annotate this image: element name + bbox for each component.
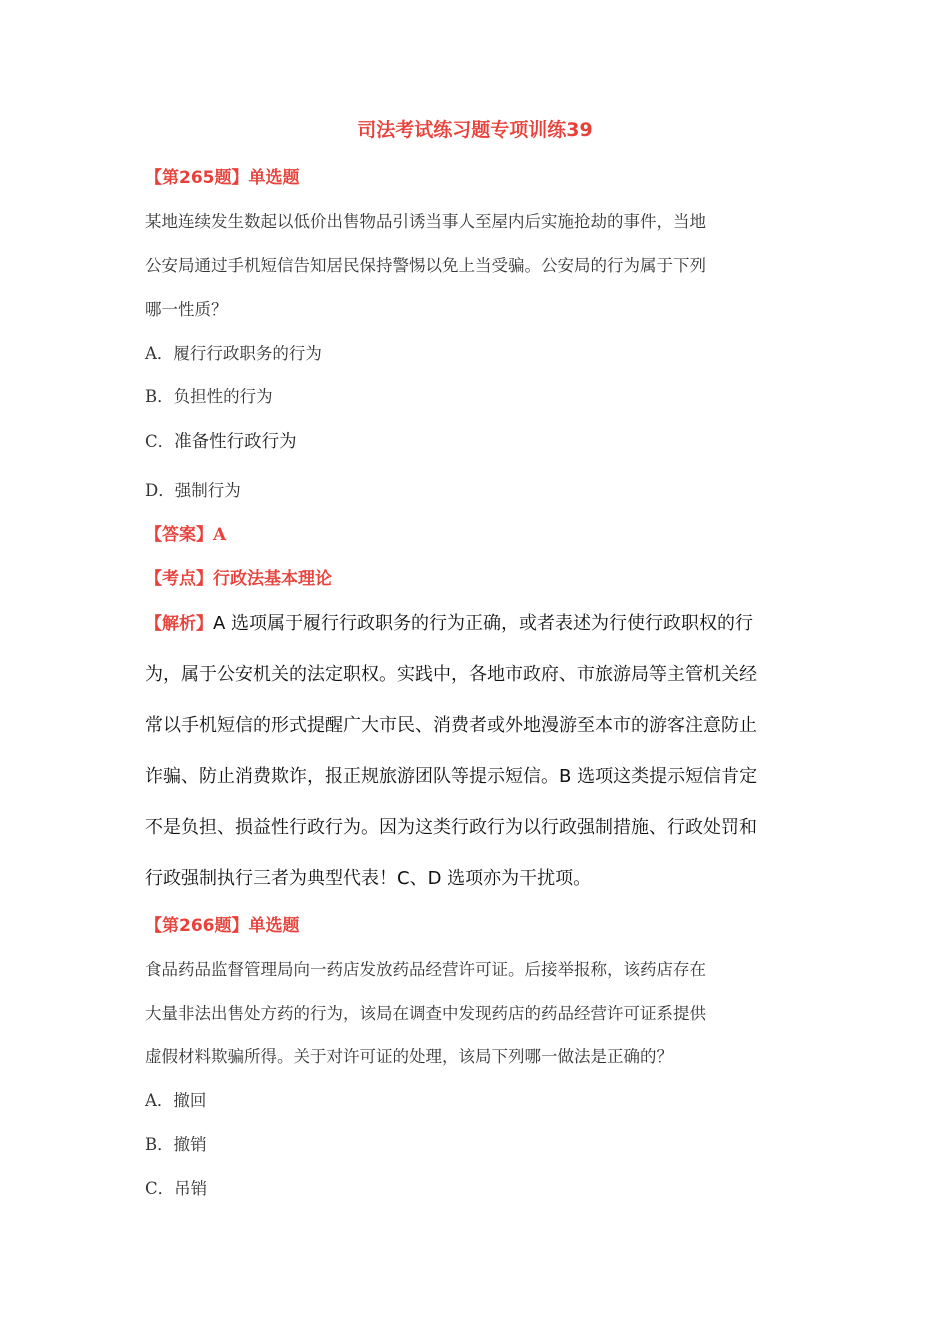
question-266-stem-line-2: 大量非法出售处方药的行为，该局在调查中发现药店的药品经营许可证系提供 [145,1004,706,1023]
question-266-option-b: B．撤销 [145,1135,207,1154]
question-266-stem-line-3: 虚假材料欺骗所得。关于对许可证的处理，该局下列哪一做法是正确的？ [145,1047,673,1066]
question-265-analysis-line-5: 不是负担、损益性行政行为。因为这类行政行为以行政强制措施、行政处罚和 [145,817,757,838]
question-265-stem-line-3: 哪一性质？ [145,300,228,319]
question-265-option-c-prefix: C． [145,432,175,451]
question-265-analysis-line-4: 诈骗、防止消费欺诈，报正规旅游团队等提示短信。B 选项这类提示短信肯定 [145,766,758,787]
question-266-option-a: A．撤回 [145,1091,207,1110]
question-265-analysis-line-2: 为，属于公安机关的法定职权。实践中，各地市政府、市旅游局等主管机关经 [145,664,757,685]
analysis-text-1: A 选项属于履行行政职务的行为正确，或者表述为行使行政职权的行 [213,613,754,634]
question-266-stem-line-1: 食品药品监督管理局向一药店发放药品经营许可证。后接举报称，该药店存在 [145,960,706,979]
question-265-option-d: D．强制行为 [145,481,241,500]
point-label: 【考点】 [145,569,213,589]
answer-label: 【答案】 [145,525,213,545]
question-265-analysis-line-6: 行政强制执行三者为典型代表！C、D 选项亦为干扰项。 [145,868,592,889]
question-265-answer [145,522,226,548]
answer-value: A [213,525,227,545]
question-265-option-c [145,429,297,455]
point-value: 行政法基本理论 [213,569,332,589]
question-265-analysis-line-3: 常以手机短信的形式提醒广大市民、消费者或外地漫游至本市的游客注意防止 [145,715,757,736]
question-265-point [145,566,332,592]
page-title: 司法考试练习题专项训练39 [357,119,593,141]
question-265-header: 【第265题】单选题 [145,168,300,188]
question-265-option-a: A．履行行政职务的行为 [145,344,322,363]
question-265-option-b: B．负担性的行为 [145,387,273,406]
question-266-option-c: C．吊销 [145,1179,208,1198]
question-265-option-c-text: 准备性行政行为 [174,432,297,452]
analysis-label: 【解析】 [145,614,213,634]
question-265-stem-line-2: 公安局通过手机短信告知居民保持警惕以免上当受骗。公安局的行为属于下列 [145,256,706,275]
question-266-header: 【第266题】单选题 [145,916,300,936]
question-265-stem-line-1: 某地连续发生数起以低价出售物品引诱当事人至屋内后实施抢劫的事件，当地 [145,212,706,231]
question-265-analysis-line-1 [145,611,753,637]
